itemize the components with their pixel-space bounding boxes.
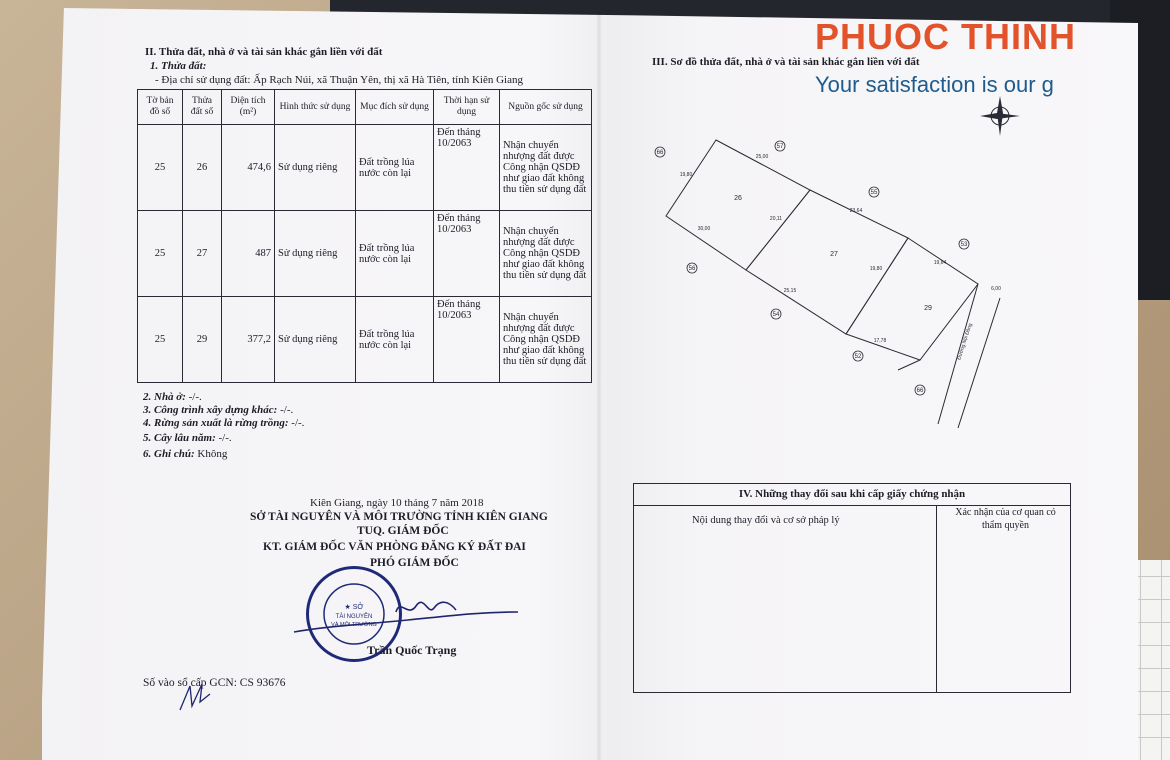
cell-term: Đến tháng 10/2063	[434, 211, 500, 297]
cell-origin: Nhận chuyển nhượng đất được Công nhận QSDĐ như giao đất không thu tiền sử dụng đất	[500, 125, 592, 211]
tagline-watermark: Your satisfaction is our g	[815, 72, 1054, 97]
svg-text:TÀI NGUYÊN: TÀI NGUYÊN	[335, 614, 373, 620]
signature	[288, 590, 528, 650]
authority-line-2: TUQ. GIÁM ĐỐC	[357, 525, 449, 537]
item-note: 6. Ghi chú: Không	[143, 448, 228, 460]
neighbor-label: 57	[776, 144, 784, 150]
table-row	[138, 125, 592, 211]
col-map: Tờ bản đồ số	[138, 90, 183, 125]
table-row	[138, 297, 592, 383]
land-table	[137, 89, 592, 383]
svg-text:★ SỞ: ★ SỞ	[344, 604, 364, 611]
dimension-label: 20,11	[769, 216, 783, 222]
item-construction: 3. Công trình xây dựng khác: -/-.	[143, 404, 294, 416]
section-2-title: II. Thửa đất, nhà ở và tài sản khác gắn liền với đất	[145, 46, 383, 58]
road-label: Đường Nội Đồng	[956, 322, 974, 361]
cell-area: 377,2	[222, 297, 275, 383]
changes-title: IV. Những thay đổi sau khi cấp giấy chứng nhận	[634, 484, 1070, 506]
issuing-authority: SỞ TÀI NGUYÊN VÀ MÔI TRƯỜNG TỈNH KIÊN GIANG	[250, 511, 548, 523]
col-form: Hình thức sử dụng	[275, 90, 356, 125]
changes-table	[633, 483, 1071, 693]
dimension-label: 23,64	[849, 208, 863, 214]
cell-purpose: Đất trồng lúa nước còn lại	[356, 125, 434, 211]
north-arrow-icon	[978, 94, 1022, 138]
item-forest: 4. Rừng sản xuất là rừng trồng: -/-.	[143, 417, 305, 429]
neighbor-label: 66	[916, 388, 924, 394]
issue-date: Kiên Giang, ngày 10 tháng 7 năm 2018	[310, 497, 484, 509]
initials-mark	[176, 680, 216, 716]
authority-line-4: PHÓ GIÁM ĐỐC	[370, 557, 459, 569]
cell-parcel: 29	[183, 297, 222, 383]
cell-map: 25	[138, 125, 183, 211]
table-header-row	[138, 90, 592, 125]
cell-map: 25	[138, 211, 183, 297]
neighbor-label: 55	[870, 190, 878, 196]
parcel-label: 29	[924, 305, 932, 312]
changes-col-confirmation: Xác nhận của cơ quan có thẩm quyền	[955, 507, 1056, 531]
neighbor-label: 56	[688, 266, 696, 272]
item-perennial: 5. Cây lâu năm: -/-.	[143, 432, 232, 444]
neighbor-label: 66	[656, 150, 664, 156]
changes-divider	[936, 505, 937, 692]
cell-map: 25	[138, 297, 183, 383]
cell-term: Đến tháng 10/2063	[434, 125, 500, 211]
svg-text:VÀ MÔI TRƯỜNG: VÀ MÔI TRƯỜNG	[331, 622, 377, 628]
cell-parcel: 26	[183, 125, 222, 211]
dimension-label: 19,80	[679, 172, 693, 178]
brand-watermark: PHUOC THINH	[815, 16, 1076, 57]
col-purpose: Mục đích sử dụng	[356, 90, 434, 125]
cell-term: Đến tháng 10/2063	[434, 297, 500, 383]
neighbor-label: 54	[772, 312, 780, 318]
neighbor-label: 52	[854, 354, 862, 360]
cell-parcel: 27	[183, 211, 222, 297]
cell-origin: Nhận chuyển nhượng đất được Công nhận QSDĐ như giao đất không thu tiền sử dụng đất	[500, 297, 592, 383]
dimension-label: 19,80	[869, 266, 883, 272]
table-row	[138, 211, 592, 297]
dimension-label: 19,64	[933, 260, 947, 266]
cell-area: 487	[222, 211, 275, 297]
section-3-title: III. Sơ đồ thửa đất, nhà ở và tài sản khác gắn liền với đất	[652, 56, 920, 68]
cell-form: Sử dụng riêng	[275, 211, 356, 297]
cell-purpose: Đất trồng lúa nước còn lại	[356, 297, 434, 383]
col-area: Diện tích (m²)	[222, 90, 275, 125]
parcel-27-outline	[746, 190, 908, 334]
land-address: - Địa chỉ sử dụng đất: Ấp Rạch Núi, xã Thuận Yên, thị xã Hà Tiên, tỉnh Kiên Giang	[155, 74, 523, 86]
changes-col-content: Nội dung thay đổi và cơ sở pháp lý	[692, 515, 840, 526]
parcel-diagram	[640, 120, 1040, 440]
parcel-26-outline	[666, 140, 810, 270]
col-parcel: Thửa đất số	[183, 90, 222, 125]
certificate-book-number: Số vào sổ cấp GCN: CS 93676	[143, 677, 286, 689]
authority-line-3: KT. GIÁM ĐỐC VĂN PHÒNG ĐĂNG KÝ ĐẤT ĐAI	[263, 541, 526, 553]
col-origin: Nguồn gốc sử dụng	[500, 90, 592, 125]
col-term: Thời hạn sử dụng	[434, 90, 500, 125]
cell-origin: Nhận chuyển nhượng đất được Công nhận QSDĐ như giao đất không thu tiền sử dụng đất	[500, 211, 592, 297]
page-fold	[596, 12, 602, 760]
parcel-label: 27	[830, 251, 838, 258]
dimension-label: 30,00	[697, 226, 711, 232]
cell-purpose: Đất trồng lúa nước còn lại	[356, 211, 434, 297]
subsection-title: 1. Thửa đất:	[150, 60, 207, 72]
item-house: 2. Nhà ở: -/-.	[143, 391, 202, 403]
cell-area: 474,6	[222, 125, 275, 211]
cell-form: Sử dụng riêng	[275, 297, 356, 383]
dimension-label: 17,78	[873, 338, 887, 344]
cell-form: Sử dụng riêng	[275, 125, 356, 211]
parcel-29-outline	[846, 238, 978, 360]
signer-name: Trần Quốc Trạng	[367, 643, 457, 657]
dimension-label: 6,00	[991, 286, 1001, 292]
neighbor-label: 53	[960, 242, 968, 248]
parcel-label: 26	[734, 195, 742, 202]
dimension-label: 25,15	[783, 288, 797, 294]
dimension-label: 25,00	[755, 154, 769, 160]
